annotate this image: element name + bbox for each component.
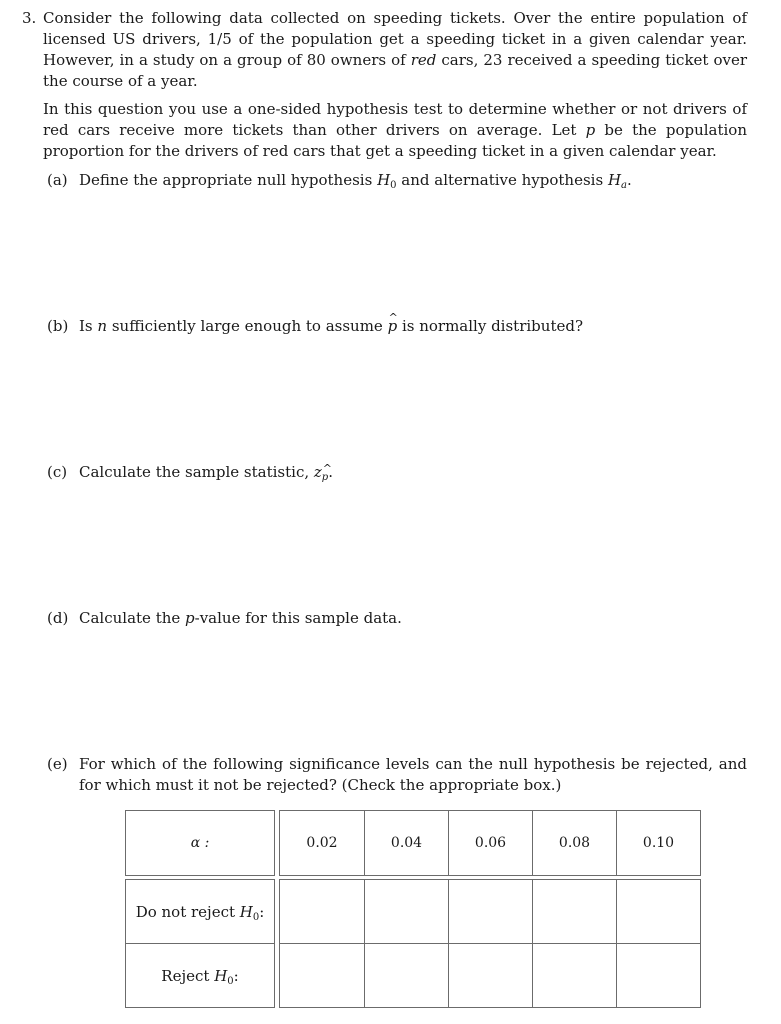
- do-not-reject-label: Do not reject $H_0$:: [125, 879, 275, 944]
- reject-checkbox[interactable]: [364, 943, 449, 1008]
- significance-table: [125, 810, 701, 1008]
- question-intro: Consider the following data collected on speeding tickets. Over the entire population of licensed US drivers, 1/5 of the population get a speeding ticket in a given calendar year. However, in a study on a group of 80 owners of red cars, 23 received a speeding ticket over the course of a year.: [43, 9, 747, 90]
- do-not-reject-checkbox[interactable]: [532, 879, 617, 944]
- do-not-reject-checkbox[interactable]: [616, 879, 701, 944]
- level-header: 0.10: [616, 810, 701, 876]
- question-setup: In this question you use a one-sided hypothesis test to determine whether or not drivers of red cars receive more tickets than other drivers on average. Let p be the population proportion for the drivers of red cars that get a speeding ticket in a given calendar year.: [43, 100, 747, 160]
- do-not-reject-checkbox[interactable]: [364, 879, 449, 944]
- do-not-reject-checkbox[interactable]: [448, 879, 533, 944]
- part-b-label: (b): [47, 317, 69, 335]
- question-number: 3.: [22, 9, 37, 27]
- alpha-header: α :: [125, 810, 275, 876]
- part-a: (a) Define the appropriate null hypothesis $H_0$ and alternative hypothesis $H_a$.: [47, 171, 632, 191]
- part-b: (b) Is n sufficiently large enough to assume ^ p is normally distributed?: [47, 316, 583, 337]
- part-d-label: (d): [47, 609, 69, 627]
- reject-checkbox[interactable]: [448, 943, 533, 1008]
- part-d: (d) Calculate the p-value for this sample data.: [47, 609, 402, 627]
- level-header: 0.04: [364, 810, 449, 876]
- part-e-label: (e): [47, 755, 68, 773]
- reject-checkbox[interactable]: [279, 943, 365, 1008]
- part-a-label: (a): [47, 171, 68, 189]
- part-c-label: (c): [47, 463, 68, 481]
- do-not-reject-checkbox[interactable]: [279, 879, 365, 944]
- p-hat-symbol: ^ p: [388, 316, 398, 337]
- level-header: 0.08: [532, 810, 617, 876]
- reject-checkbox[interactable]: [532, 943, 617, 1008]
- level-header: 0.06: [448, 810, 533, 876]
- level-header: 0.02: [279, 810, 365, 876]
- reject-checkbox[interactable]: [616, 943, 701, 1008]
- part-e-text: For which of the following significance levels can the null hypothesis be rejected, and for which must it not be rejected? (Check the appropriate box.): [79, 755, 747, 794]
- reject-label: Reject $H_0$:: [125, 943, 275, 1008]
- part-c: (c) Calculate the sample statistic, $z_p$.: [47, 463, 333, 483]
- part-e: [47, 754, 747, 796]
